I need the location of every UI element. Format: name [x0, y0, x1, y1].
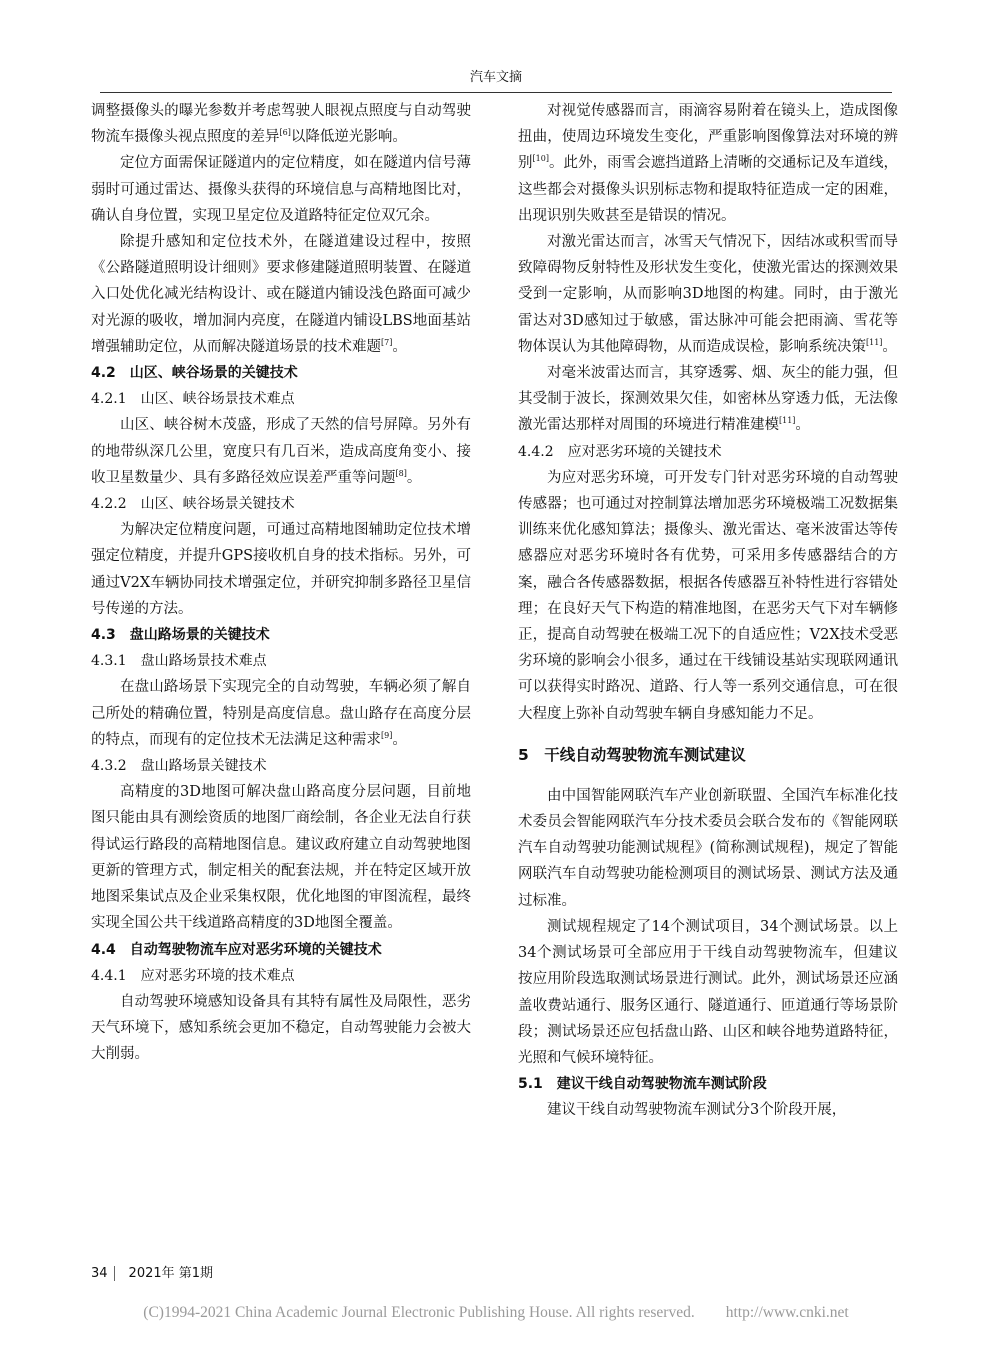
text-run: 在盘山路场景下实现完全的自动驾驶，车辆必须了解自己所处的精确位置，特别是高度信息。盘山路存在高度分层的特点，而现有的定位技术无法满足这种需求 [91, 679, 471, 748]
paragraph [518, 783, 898, 914]
citation-ref: [8] [395, 469, 407, 479]
subsubsection-heading [91, 386, 471, 412]
paragraph [91, 674, 471, 753]
text-run: 5.1 建议干线自动驾驶物流车测试阶段 [518, 1076, 767, 1093]
text-run: 为解决定位精度问题，可通过高精地图辅助定位技术增强定位精度，并提升GPS接收机自身的技术指标。另外，可通过V2X车辆协同技术增强定位，并研究抑制多路径卫星信号传递的方法。 [91, 522, 471, 617]
right-column [518, 98, 898, 1124]
text-run: 5 干线自动驾驶物流车测试建议 [518, 745, 746, 764]
text-run: 山区、峡谷树木茂盛，形成了天然的信号屏障。另外有的地带纵深几公里，宽度只有几百米，造成高度角变小、接收卫星数量少、具有多路径效应误差严重等问题 [91, 417, 471, 486]
citation-ref: [7] [381, 338, 393, 347]
text-run: 4.4 自动驾驶物流车应对恶劣环境的关键技术 [91, 941, 382, 958]
text-run: 4.2.2 山区、峡谷场景关键技术 [91, 496, 295, 513]
subsubsection-heading [91, 648, 471, 674]
subsection-heading [91, 937, 471, 963]
header-rule [100, 92, 892, 93]
text-run: 高精度的3D地图可解决盘山路高度分层问题，目前地图只能由具有测绘资质的地图厂商绘制，各企业无法自行获得试运行路段的高精地图信息。建议政府建立自动驾驶地图更新的管理方式，制定相关的配套法规，并在特定区域开放地图采集试点及企业采集权限，优化地图的审图流程，最终实现全国公共干线道路高精度的3D地图全覆盖。 [91, 784, 471, 932]
text-run: 4.3.1 盘山路场景技术难点 [91, 653, 267, 670]
paragraph [518, 98, 898, 229]
text-run: 以降低逆光影响。 [290, 129, 407, 146]
subsubsection-heading [518, 439, 898, 465]
subsubsection-heading [91, 753, 471, 779]
text-run: 对毫米波雷达而言，其穿透雾、烟、灰尘的能力强，但其受制于波长，探测效果欠佳，如密林丛穿透力低，无法像激光雷达那样对周围的环境进行精准建模 [518, 365, 898, 434]
text-run: 4.3.2 盘山路场景关键技术 [91, 758, 267, 775]
paragraph [518, 229, 898, 360]
paragraph [518, 360, 898, 439]
text-run: 4.4.2 应对恶劣环境的关键技术 [518, 443, 722, 460]
subsubsection-heading [91, 491, 471, 517]
paragraph [91, 150, 471, 229]
text-run: 。此外，雨雪会遮挡道路上清晰的交通标记及车道线，这些都会对摄像头识别标志物和提取特征造成一定的困难，出现识别失败甚至是错误的情况。 [518, 155, 899, 224]
journal-title: 汽车文摘 [469, 70, 522, 85]
text-run: 测试规程规定了14个测试项目，34个测试场景。以上34个测试场景可全部应用于干线自动驾驶物流车，但建议按应用阶段选取测试场景进行测试。此外，测试场景还应涵盖收费站通行、服务区通行、隧道通行、匝道通行等场景阶段；测试场景还应包括盘山路、山区和峡谷地势道路特征，光照和气候环境特征。 [518, 918, 898, 1066]
issue-label: 2021年 第1期 [128, 1266, 214, 1281]
paragraph [91, 98, 471, 150]
text-run: 对激光雷达而言，冰雪天气情况下，因结冰或积雪而导致障碍物反射特性及形状发生变化，使激光雷达的探测效果受到一定影响，从而影响3D地图的构建。同时，由于激光雷达对3D感知过于敏感，雷达脉冲可能会把雨滴、雪花等物体误认为其他障碍物，从而造成误检，影响系统决策 [518, 234, 898, 355]
text-run: 。 [392, 731, 407, 748]
paragraph [91, 779, 471, 936]
text-run: 4.2.1 山区、峡谷场景技术难点 [91, 391, 295, 408]
paragraph [518, 914, 898, 1071]
paragraph [91, 229, 471, 360]
subsubsection-heading [91, 963, 471, 989]
subsection-heading [518, 1071, 898, 1097]
paragraph [91, 517, 471, 622]
text-run: 对视觉传感器而言，雨滴容易附着在镜头上，造成图像扭曲，使周边环境发生变化，严重影响图像算法对环境的辨别 [518, 103, 898, 172]
citation-ref: [6] [279, 128, 291, 138]
citation-ref: [11] [779, 416, 796, 426]
section-heading [518, 741, 898, 769]
paragraph [91, 412, 471, 491]
text-run: 自动驾驶环境感知设备具有其特有属性及局限性，恶劣天气环境下，感知系统会更加不稳定，自动驾驶能力会被大大削弱。 [91, 993, 471, 1063]
page-footer [91, 1262, 213, 1281]
subsection-heading [91, 622, 471, 648]
text-run: 定位方面需保证隧道内的定位精度，如在隧道内信号薄弱时可通过雷达、摄像头获得的环境信息与高精地图比对，确认自身位置，实现卫星定位及道路特征定位双冗余。 [91, 155, 471, 224]
text-run: 。 [795, 417, 810, 434]
text-run: 4.4.1 应对恶劣环境的技术难点 [91, 967, 295, 984]
text-run: 。 [392, 338, 407, 355]
copyright-notice: (C)1994-2021 China Academic Journal Electronic Publishing House. All rights reserved. http://www.cnki.net [143, 1304, 849, 1321]
text-run: 。 [406, 469, 422, 486]
paragraph [518, 465, 898, 727]
citation-ref: [10] [532, 154, 549, 164]
text-run: 。 [882, 338, 897, 355]
citation-ref: [11] [866, 338, 883, 347]
citation-ref: [9] [381, 731, 393, 741]
text-run: 由中国智能网联汽车产业创新联盟、全国汽车标准化技术委员会智能网联汽车分技术委员会联合发布的《智能网联汽车自动驾驶功能测试规程》(简称测试规程)，规定了智能网联汽车自动驾驶功能检测项目的测试场景、测试方法及通过标准。 [518, 787, 898, 909]
subsection-heading [91, 360, 471, 386]
paragraph [91, 989, 471, 1068]
text-run: 为应对恶劣环境，可开发专门针对恶劣环境的自动驾驶传感器；也可通过对控制算法增加恶劣环境极端工况数据集训练来优化感知算法；摄像头、激光雷达、毫米波雷达等传感器应对恶劣环境时各有优势，可采用多传感器结合的方案，融合各传感器数据，根据各传感器互补特性进行容错处理；在良好天气下构造的精准地图，在恶劣天气下对车辆修正，提高自动驾驶在极端工况下的自适应性；V2X技术受恶劣环境的影响会小很多，通过在干线铺设基站实现联网通讯可以获得实时路况、道路、行人等一系列交通信息，可在很大程度上弥补自动驾驶车辆自身感知能力不足。 [518, 469, 898, 722]
text-run: 调整摄像头的曝光参数并考虑驾驶人眼视点照度与自动驾驶物流车摄像头视点照度的差异 [91, 103, 471, 146]
text-run: 建议干线自动驾驶物流车测试分3个阶段开展， [547, 1102, 847, 1119]
left-column [91, 98, 471, 1068]
page-number: 34 [91, 1266, 115, 1281]
text-run: 4.2 山区、峡谷场景的关键技术 [91, 365, 298, 382]
text-run: 4.3 盘山路场景的关键技术 [91, 627, 270, 644]
paragraph [518, 1097, 898, 1123]
text-run: 除提升感知和定位技术外，在隧道建设过程中，按照《公路隧道照明设计细则》要求修建隧道照明装置、在隧道入口处优化减光结构设计、或在隧道内铺设浅色路面可减少对光源的吸收，增加洞内亮度，在隧道内铺设LBS地面基站增强辅助定位，从而解决隧道场景的技术难题 [91, 234, 471, 355]
